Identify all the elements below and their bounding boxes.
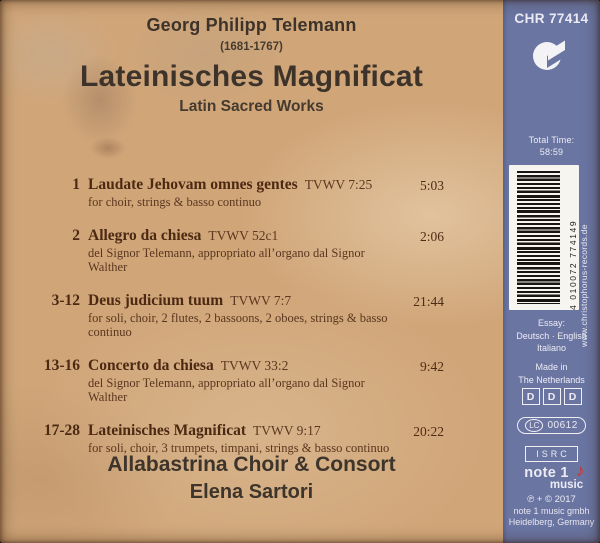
essay-languages-line2: Italiano <box>536 343 567 353</box>
track-time: 21:44 <box>413 294 444 309</box>
isrc-badge <box>503 444 600 462</box>
christophorus-logo-icon <box>503 33 600 80</box>
track-title: Concerto da chiesa <box>88 357 214 374</box>
album-subtitle: Latin Sacred Works <box>179 98 324 115</box>
track-number: 17-28 <box>43 422 80 439</box>
track-catalog: TVWV 33:2 <box>220 358 289 373</box>
spine-sidebar <box>503 0 600 543</box>
track-row <box>20 292 444 339</box>
music-note-icon: ♪ <box>575 461 585 480</box>
conductor-name: Elena Sartori <box>189 481 314 503</box>
track-catalog: TVWV 7:7 <box>230 293 292 308</box>
track-info <box>88 292 398 339</box>
album-title: Lateinisches Magnificat <box>79 60 424 93</box>
track-title: Laudate Jehovam omnes gentes <box>88 176 298 193</box>
track-time: 9:42 <box>419 359 444 374</box>
track-catalog: TVWV 7:25 <box>304 177 373 192</box>
composer-name: Georg Philipp Telemann <box>146 15 357 35</box>
track-time: 2:06 <box>419 229 444 244</box>
track-number: 13-16 <box>43 357 80 374</box>
track-info <box>88 176 398 209</box>
ddd-letter: D <box>543 388 561 405</box>
isrc-label: ISRC <box>525 446 578 462</box>
note1-music-logo <box>503 461 600 491</box>
company-name: note 1 music gmbh <box>513 506 590 516</box>
track-time: 5:03 <box>419 178 444 193</box>
track-detail: for soli, choir, 3 trumpets, timpani, strings & basso continuo <box>88 441 390 455</box>
track-detail: del Signor Telemann, appropriato all’organo dal Signor Walther <box>88 376 365 404</box>
track-info <box>88 357 398 404</box>
label-website: www.christophorus-records.de <box>579 224 589 347</box>
track-row <box>20 357 444 404</box>
note1-music-word: music <box>549 479 584 491</box>
composer-dates: (1681-1767) <box>220 41 283 53</box>
made-in-line1: Made in <box>535 362 568 372</box>
company-location: Heidelberg, Germany <box>508 517 595 527</box>
ddd-recording-badge <box>503 388 600 405</box>
catalog-number: CHR 77414 <box>514 11 589 26</box>
lc-number: 00612 <box>547 420 578 431</box>
track-info <box>88 227 398 274</box>
track-detail: for soli, choir, 2 flutes, 2 bassoons, 2 oboes, strings & basso continuo <box>88 311 388 339</box>
track-time: 20:22 <box>413 424 444 439</box>
essay-languages <box>503 317 600 355</box>
track-number: 1 <box>72 176 80 193</box>
lc-label: LC <box>525 419 543 432</box>
barcode <box>509 165 579 310</box>
track-title: Deus judicium tuum <box>88 292 224 309</box>
ddd-letter: D <box>522 388 540 405</box>
track-catalog: TVWV 52c1 <box>208 228 279 243</box>
copyright-line: ℗ + © 2017 <box>527 494 576 505</box>
ensemble-name: Allabastrina Choir & Consort <box>107 453 396 476</box>
total-time-value: 58:59 <box>539 147 564 157</box>
track-number: 3-12 <box>51 292 80 309</box>
track-catalog: TVWV 9:17 <box>253 423 321 438</box>
note1-brand: note 1 ♪ <box>524 461 585 481</box>
label-code-badge <box>503 415 600 434</box>
track-list <box>20 176 444 473</box>
track-title: Allegro da chiesa <box>88 227 202 244</box>
track-title: Lateinisches Magnificat <box>88 422 246 439</box>
track-row <box>20 227 444 274</box>
made-in <box>503 361 600 386</box>
track-detail: for choir, strings & basso continuo <box>88 195 262 209</box>
total-time-label: Total Time: <box>528 135 575 145</box>
track-number: 2 <box>72 227 80 244</box>
essay-label: Essay: <box>537 318 565 328</box>
ddd-letter: D <box>564 388 582 405</box>
made-in-line2: The Netherlands <box>518 374 585 385</box>
barcode-number: 4 010072 774149 <box>568 219 578 310</box>
essay-languages-line1: Deutsch · English <box>516 330 587 341</box>
barcode-bars-icon <box>517 171 560 304</box>
track-row <box>20 176 444 209</box>
performers-block <box>0 451 503 505</box>
track-detail: del Signor Telemann, appropriato all’organo dal Signor Walther <box>88 246 365 274</box>
